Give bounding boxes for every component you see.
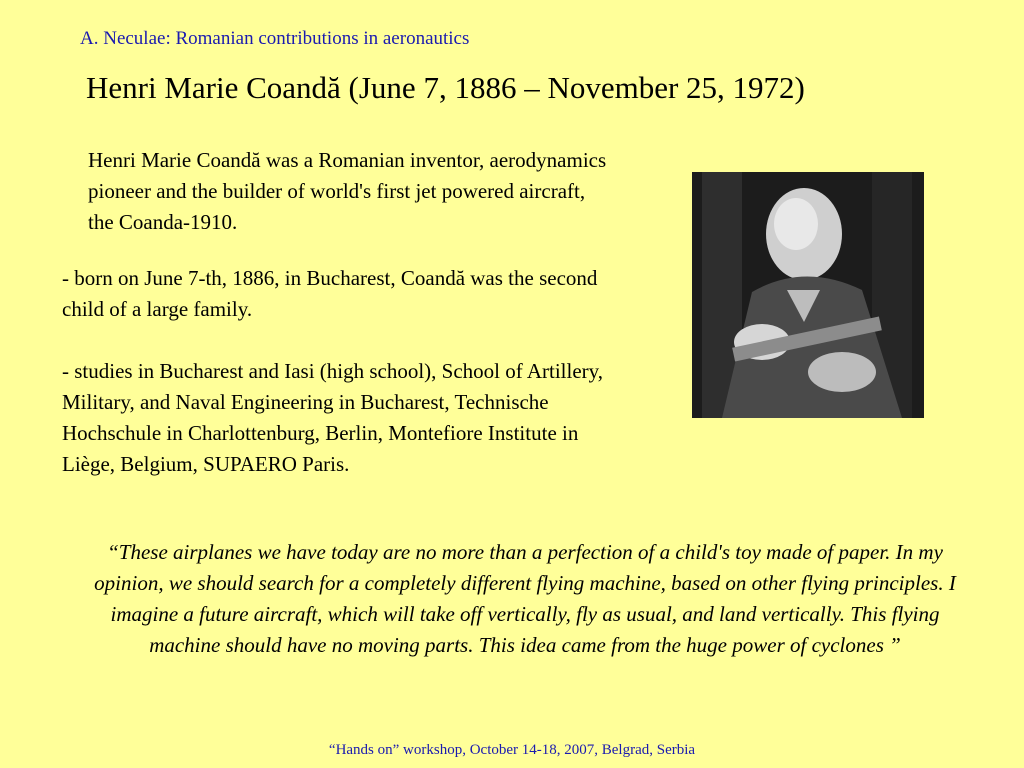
portrait-photo [692,172,924,418]
slide-footer: “Hands on” workshop, October 14-18, 2007, Belgrad, Serbia [328,742,696,758]
coanda-quote: “These airplanes we have today are no more than a perfection of a child's toy made of paper. In my opinion, we should search for a completely different flying machine, based on other flying principles. I imagine a future aircraft, which will take off vertically, fly as usual, and land vertically. This flying machine should have no moving parts. This idea came from the huge power of cyclones ” [94,540,956,657]
bullet-studies: - studies in Bucharest and Iasi (high school), School of Artillery, Military, and Naval Engineering in Bucharest, Technische Hochschule in Charlottenburg, Berlin, Montefiore Institute in Liège, Belgium, SUPAERO Paris. [62,359,604,476]
bullet-list [62,263,632,480]
slide-header: A. Neculae: Romanian contributions in aeronautics [80,28,470,49]
slide-title: Henri Marie Coandă (June 7, 1886 – November 25, 1972) [86,70,805,105]
intro-paragraph: Henri Marie Coandă was a Romanian inventor, aerodynamics pioneer and the builder of world's first jet powered aircraft, the Coanda-1910. [88,148,607,234]
portrait-illustration [692,172,924,418]
bullet-birth: - born on June 7-th, 1886, in Bucharest, Coandă was the second child of a large family. [62,266,598,321]
